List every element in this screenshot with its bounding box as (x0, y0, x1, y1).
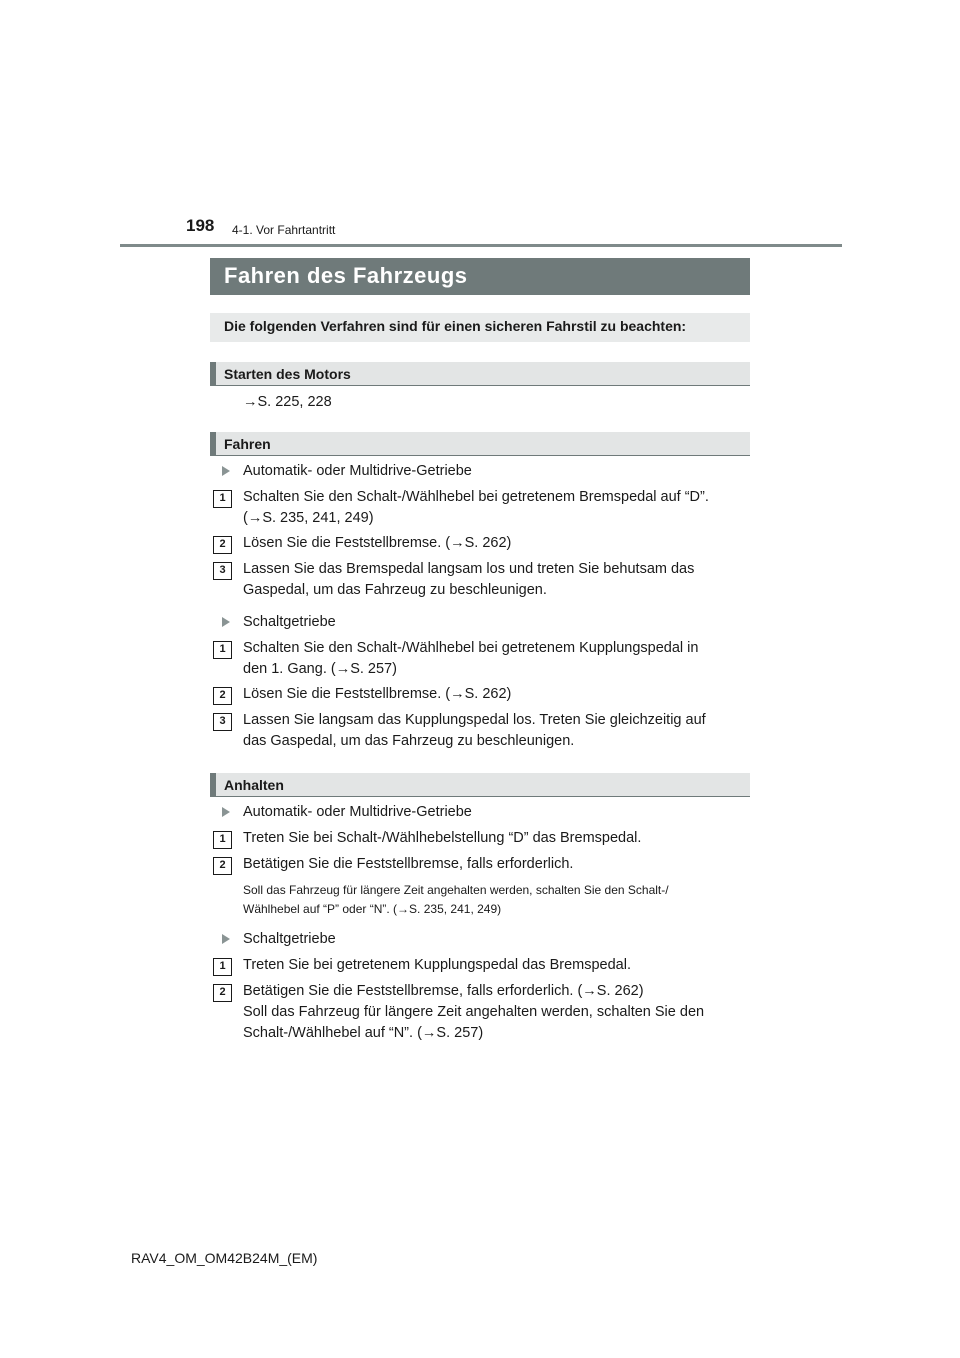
fahren-manual-step-3-line-2: das Gaspedal, um das Fahrzeug zu beschleunigen. (243, 733, 575, 749)
anhalten-manual-step-2-line-1: Betätigen Sie die Feststellbremse, falls erforderlich. (→S. 262) (243, 983, 644, 999)
anhalten-auto-step-1: Treten Sie bei Schalt-/Wählhebelstellung “D” das Bremspedal. (243, 830, 642, 846)
fahren-auto-step-3-line-1: Lassen Sie das Bremspedal langsam los und treten Sie behutsam das (243, 561, 695, 577)
step-number-icon: 1 (213, 831, 232, 849)
page-title: Fahren des Fahrzeugs (210, 258, 750, 295)
fahren-auto-step-1-line-2: (→S. 235, 241, 249) (243, 510, 374, 526)
fahren-manual-step-1-line-1: Schalten Sie den Schalt-/Wählhebel bei getretenem Kupplungspedal in (243, 640, 699, 656)
heading-fahren: Fahren (210, 432, 750, 456)
bullet-icon (222, 466, 230, 476)
anhalten-auto-note-line-2: Wählhebel auf “P” oder “N”. (→S. 235, 241, 249) (243, 902, 502, 916)
anhalten-auto-note-line-1: Soll das Fahrzeug für längere Zeit angehalten werden, schalten Sie den Schalt-/ (243, 883, 669, 897)
anhalten-manual-label: Schaltgetriebe (243, 931, 336, 947)
fahren-auto-step-2: Lösen Sie die Feststellbremse. (→S. 262) (243, 535, 512, 551)
bullet-icon (222, 617, 230, 627)
step-number-icon: 1 (213, 641, 232, 659)
step-number-icon: 3 (213, 713, 232, 731)
step-number-icon: 2 (213, 984, 232, 1002)
step-number-icon: 1 (213, 958, 232, 976)
footer-code: RAV4_OM_OM42B24M_(EM) (131, 1250, 318, 1266)
step-number-icon: 2 (213, 687, 232, 705)
bullet-icon (222, 807, 230, 817)
step-number-icon: 3 (213, 562, 232, 580)
starten-reference: →S. 225, 228 (243, 394, 332, 410)
section-label: 4-1. Vor Fahrtantritt (232, 223, 336, 237)
page-number: 198 (186, 216, 215, 235)
step-number-icon: 2 (213, 857, 232, 875)
anhalten-auto-label: Automatik- oder Multidrive-Getriebe (243, 804, 472, 820)
fahren-auto-step-1-line-1: Schalten Sie den Schalt-/Wählhebel bei getretenem Bremspedal auf “D”. (243, 489, 709, 505)
anhalten-manual-step-1: Treten Sie bei getretenem Kupplungspedal das Bremspedal. (243, 957, 631, 973)
anhalten-manual-step-2-line-3: Schalt-/Wählhebel auf “N”. (→S. 257) (243, 1025, 484, 1041)
fahren-manual-step-3-line-1: Lassen Sie langsam das Kupplungspedal los. Treten Sie gleichzeitig auf (243, 712, 706, 728)
fahren-auto-step-3-line-2: Gaspedal, um das Fahrzeug zu beschleunigen. (243, 582, 547, 598)
bullet-icon (222, 934, 230, 944)
anhalten-auto-step-2: Betätigen Sie die Feststellbremse, falls erforderlich. (243, 856, 574, 872)
intro-box: Die folgenden Verfahren sind für einen sicheren Fahrstil zu beachten: (210, 313, 750, 342)
step-number-icon: 2 (213, 536, 232, 554)
header-divider (120, 244, 842, 247)
fahren-manual-step-1-line-2: den 1. Gang. (→S. 257) (243, 661, 397, 677)
step-number-icon: 1 (213, 490, 232, 508)
fahren-manual-label: Schaltgetriebe (243, 614, 336, 630)
heading-starten: Starten des Motors (210, 362, 750, 386)
fahren-manual-step-2: Lösen Sie die Feststellbremse. (→S. 262) (243, 686, 512, 702)
heading-anhalten: Anhalten (210, 773, 750, 797)
anhalten-manual-step-2-line-2: Soll das Fahrzeug für längere Zeit angehalten werden, schalten Sie den (243, 1004, 705, 1020)
fahren-auto-label: Automatik- oder Multidrive-Getriebe (243, 463, 472, 479)
